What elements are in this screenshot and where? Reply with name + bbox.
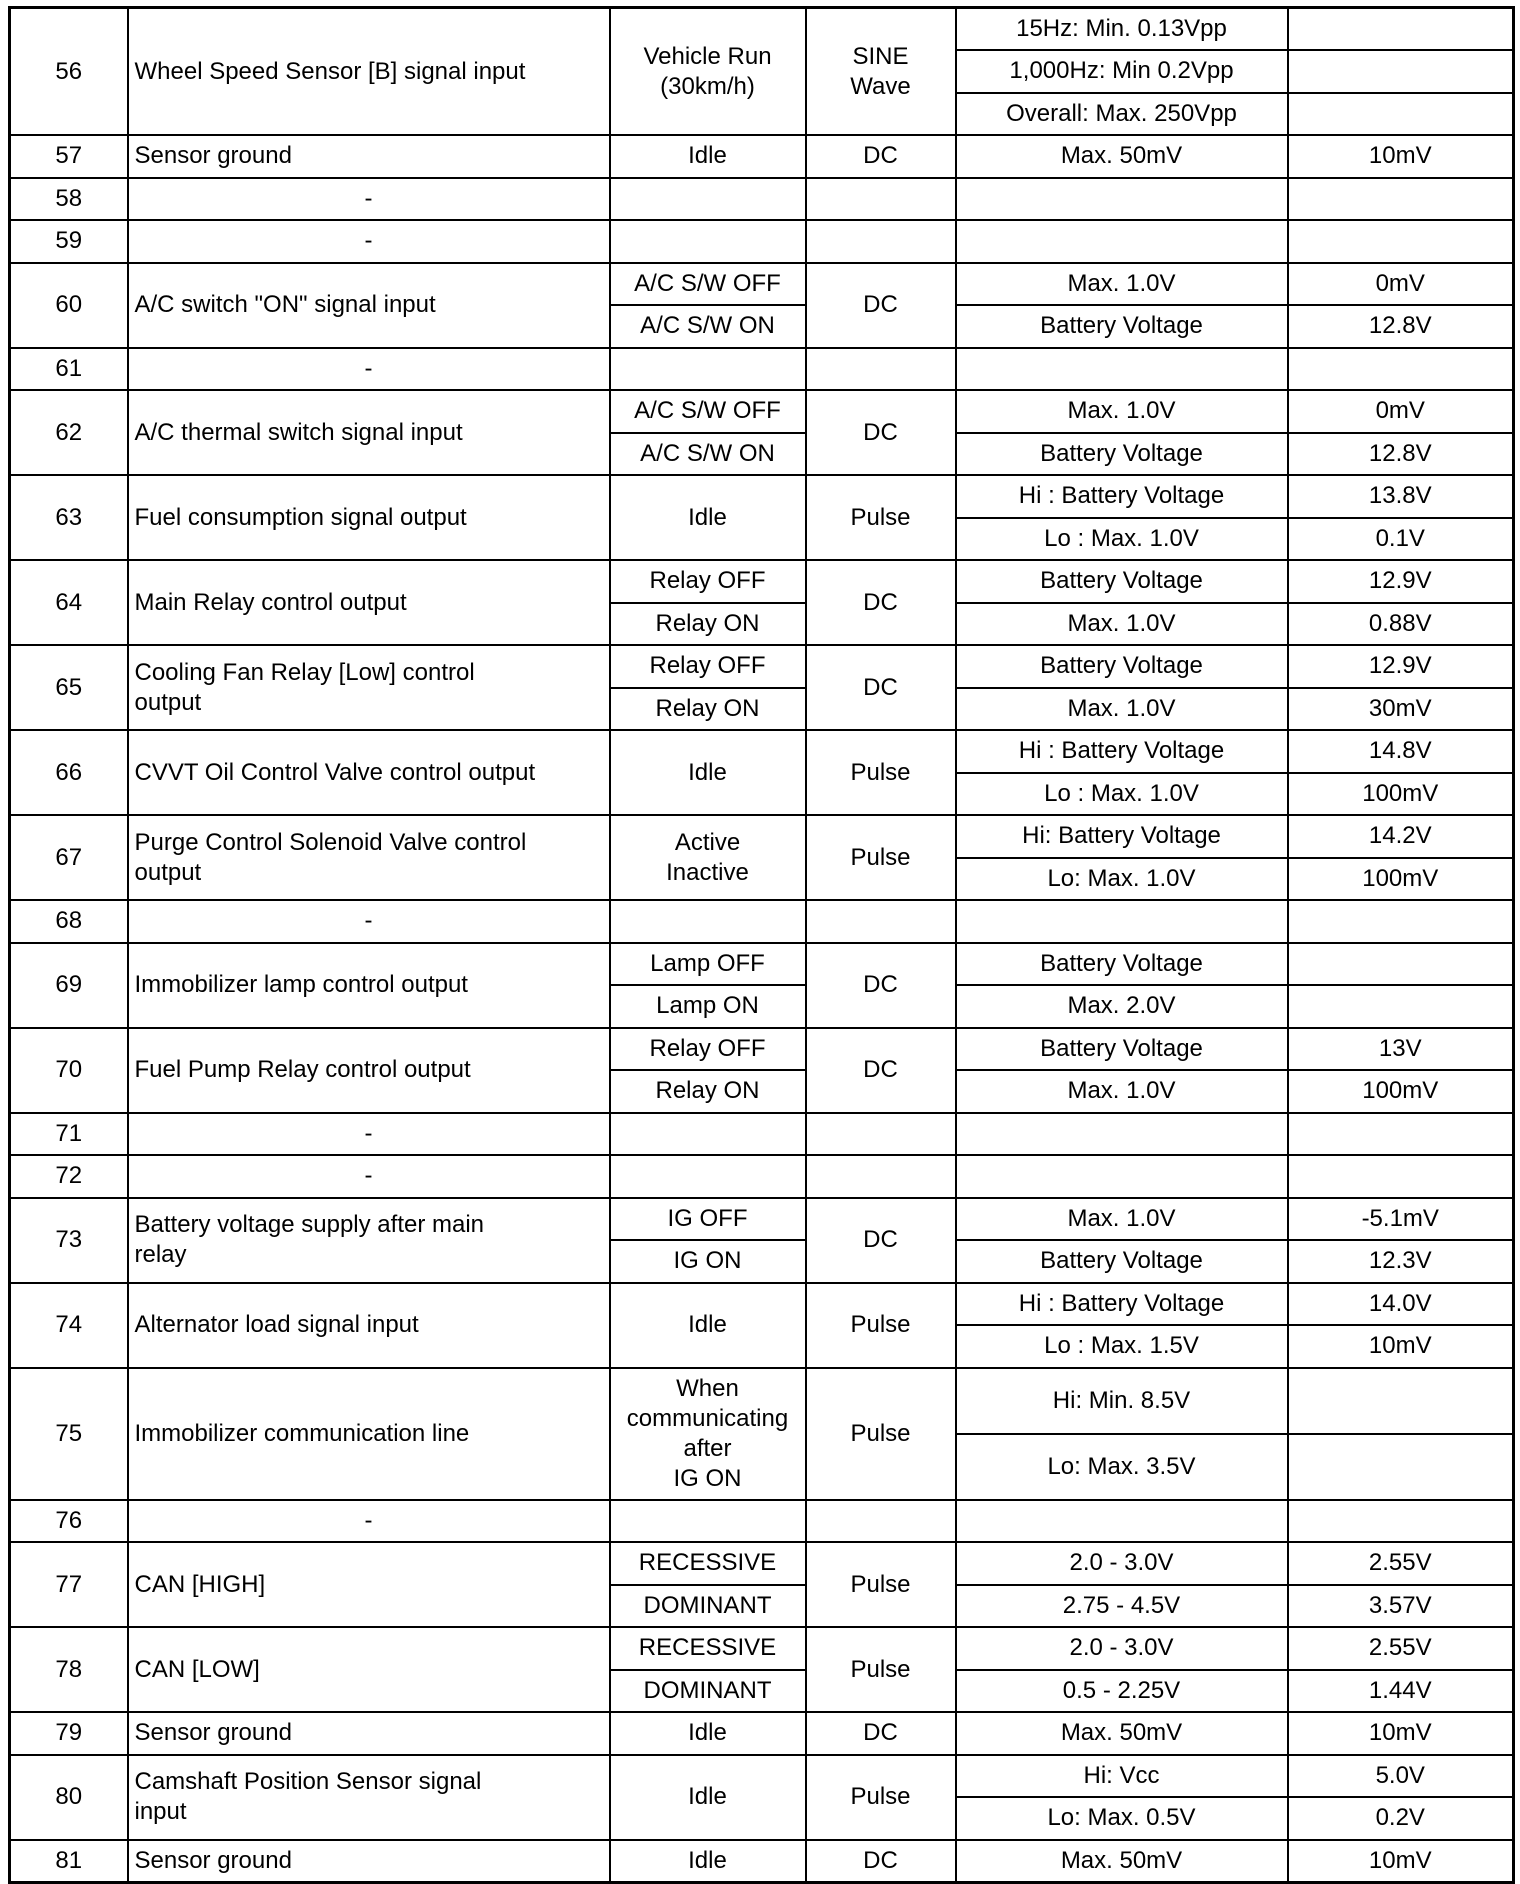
test-result: 14.8V bbox=[1288, 730, 1514, 773]
spec-level: 2.0 - 3.0V bbox=[956, 1542, 1288, 1585]
spec-level: Max. 1.0V bbox=[956, 1070, 1288, 1113]
signal-type: Pulse bbox=[806, 1368, 956, 1500]
signal-type: DC bbox=[806, 560, 956, 645]
test-result: 100mV bbox=[1288, 858, 1514, 901]
spec-level: Lo: Max. 0.5V bbox=[956, 1797, 1288, 1840]
test-result bbox=[1288, 50, 1514, 93]
test-result bbox=[1288, 943, 1514, 986]
spec-level bbox=[956, 900, 1288, 943]
pin-number: 64 bbox=[10, 560, 128, 645]
spec-level: 15Hz: Min. 0.13Vpp bbox=[956, 8, 1288, 51]
signal-type: Pulse bbox=[806, 815, 956, 900]
signal-type bbox=[806, 178, 956, 221]
table-row bbox=[10, 560, 1514, 603]
pin-description: Sensor ground bbox=[128, 1840, 610, 1883]
signal-type: Pulse bbox=[806, 1755, 956, 1840]
test-condition: DOMINANT bbox=[610, 1670, 806, 1713]
test-result bbox=[1288, 348, 1514, 391]
pin-description: Purge Control Solenoid Valve control output bbox=[128, 815, 610, 900]
test-result: 30mV bbox=[1288, 688, 1514, 731]
test-condition bbox=[610, 178, 806, 221]
test-condition: Relay ON bbox=[610, 1070, 806, 1113]
test-result bbox=[1288, 1500, 1514, 1543]
pin-number: 66 bbox=[10, 730, 128, 815]
test-condition bbox=[610, 348, 806, 391]
pin-number: 80 bbox=[10, 1755, 128, 1840]
spec-level: Max. 50mV bbox=[956, 1840, 1288, 1883]
table-row bbox=[10, 730, 1514, 773]
signal-type: DC bbox=[806, 1840, 956, 1883]
pin-description: Alternator load signal input bbox=[128, 1283, 610, 1368]
test-condition: Lamp ON bbox=[610, 985, 806, 1028]
spec-level bbox=[956, 220, 1288, 263]
test-result: 13V bbox=[1288, 1028, 1514, 1071]
spec-level: Max. 1.0V bbox=[956, 1198, 1288, 1241]
spec-level: 1,000Hz: Min 0.2Vpp bbox=[956, 50, 1288, 93]
test-result: 1.44V bbox=[1288, 1670, 1514, 1713]
pin-description: A/C switch "ON" signal input bbox=[128, 263, 610, 348]
test-condition: Idle bbox=[610, 1283, 806, 1368]
spec-level bbox=[956, 348, 1288, 391]
signal-type bbox=[806, 348, 956, 391]
spec-level: Max. 50mV bbox=[956, 1712, 1288, 1755]
signal-type bbox=[806, 1500, 956, 1543]
test-condition: When communicating after IG ON bbox=[610, 1368, 806, 1500]
test-result: 0.2V bbox=[1288, 1797, 1514, 1840]
spec-level: Hi : Battery Voltage bbox=[956, 730, 1288, 773]
signal-type: Pulse bbox=[806, 1627, 956, 1712]
table-row bbox=[10, 178, 1514, 221]
spec-level: Hi : Battery Voltage bbox=[956, 475, 1288, 518]
spec-level: Max. 1.0V bbox=[956, 390, 1288, 433]
spec-level: 0.5 - 2.25V bbox=[956, 1670, 1288, 1713]
test-condition: Idle bbox=[610, 730, 806, 815]
test-result bbox=[1288, 900, 1514, 943]
pin-description: - bbox=[128, 348, 610, 391]
test-condition: A/C S/W OFF bbox=[610, 390, 806, 433]
test-result bbox=[1288, 1434, 1514, 1500]
table-row bbox=[10, 1840, 1514, 1883]
table-row bbox=[10, 943, 1514, 986]
signal-type: Pulse bbox=[806, 730, 956, 815]
test-result: 100mV bbox=[1288, 1070, 1514, 1113]
pin-description: Fuel consumption signal output bbox=[128, 475, 610, 560]
table-row bbox=[10, 8, 1514, 51]
test-result: 0mV bbox=[1288, 263, 1514, 306]
pin-spec-table bbox=[8, 6, 1515, 1884]
signal-type bbox=[806, 1113, 956, 1156]
pin-description: Immobilizer lamp control output bbox=[128, 943, 610, 1028]
test-result bbox=[1288, 1368, 1514, 1434]
pin-number: 79 bbox=[10, 1712, 128, 1755]
test-result bbox=[1288, 220, 1514, 263]
test-result bbox=[1288, 1155, 1514, 1198]
pin-number: 68 bbox=[10, 900, 128, 943]
test-result: 3.57V bbox=[1288, 1585, 1514, 1628]
table-row bbox=[10, 645, 1514, 688]
spec-level: Battery Voltage bbox=[956, 1240, 1288, 1283]
spec-level: 2.0 - 3.0V bbox=[956, 1627, 1288, 1670]
spec-level: Max. 50mV bbox=[956, 135, 1288, 178]
table-row bbox=[10, 1500, 1514, 1543]
test-condition bbox=[610, 220, 806, 263]
pin-number: 60 bbox=[10, 263, 128, 348]
pin-description: Sensor ground bbox=[128, 1712, 610, 1755]
pin-description: CAN [LOW] bbox=[128, 1627, 610, 1712]
signal-type: DC bbox=[806, 1198, 956, 1283]
signal-type: DC bbox=[806, 135, 956, 178]
pin-description: Battery voltage supply after main relay bbox=[128, 1198, 610, 1283]
test-condition: IG ON bbox=[610, 1240, 806, 1283]
test-condition: Lamp OFF bbox=[610, 943, 806, 986]
pin-number: 73 bbox=[10, 1198, 128, 1283]
pin-description: - bbox=[128, 1113, 610, 1156]
pin-number: 59 bbox=[10, 220, 128, 263]
pin-description: Sensor ground bbox=[128, 135, 610, 178]
pin-number: 58 bbox=[10, 178, 128, 221]
pin-number: 69 bbox=[10, 943, 128, 1028]
table-row bbox=[10, 815, 1514, 858]
pin-description: Immobilizer communication line bbox=[128, 1368, 610, 1500]
test-result: 5.0V bbox=[1288, 1755, 1514, 1798]
test-condition: RECESSIVE bbox=[610, 1542, 806, 1585]
signal-type bbox=[806, 220, 956, 263]
pin-number: 61 bbox=[10, 348, 128, 391]
test-result: 14.2V bbox=[1288, 815, 1514, 858]
spec-level: Max. 1.0V bbox=[956, 263, 1288, 306]
table-row bbox=[10, 135, 1514, 178]
test-result: 0mV bbox=[1288, 390, 1514, 433]
pin-number: 56 bbox=[10, 8, 128, 136]
signal-type: Pulse bbox=[806, 1283, 956, 1368]
pin-number: 76 bbox=[10, 1500, 128, 1543]
spec-level: Hi: Vcc bbox=[956, 1755, 1288, 1798]
pin-description: A/C thermal switch signal input bbox=[128, 390, 610, 475]
test-result bbox=[1288, 985, 1514, 1028]
signal-type: Pulse bbox=[806, 1542, 956, 1627]
pin-description: - bbox=[128, 220, 610, 263]
pin-number: 78 bbox=[10, 1627, 128, 1712]
table-row bbox=[10, 348, 1514, 391]
test-condition: Relay OFF bbox=[610, 560, 806, 603]
pin-description: CAN [HIGH] bbox=[128, 1542, 610, 1627]
test-result: 10mV bbox=[1288, 135, 1514, 178]
spec-level: Battery Voltage bbox=[956, 560, 1288, 603]
spec-level: Hi : Battery Voltage bbox=[956, 1283, 1288, 1326]
pin-description: Cooling Fan Relay [Low] control output bbox=[128, 645, 610, 730]
pin-description: - bbox=[128, 1500, 610, 1543]
test-condition: Relay ON bbox=[610, 603, 806, 646]
signal-type bbox=[806, 900, 956, 943]
pin-number: 65 bbox=[10, 645, 128, 730]
signal-type: DC bbox=[806, 390, 956, 475]
pin-description: - bbox=[128, 178, 610, 221]
test-result: 10mV bbox=[1288, 1712, 1514, 1755]
spec-level: Max. 1.0V bbox=[956, 603, 1288, 646]
spec-level bbox=[956, 1155, 1288, 1198]
pin-number: 81 bbox=[10, 1840, 128, 1883]
test-condition: DOMINANT bbox=[610, 1585, 806, 1628]
table-row bbox=[10, 1712, 1514, 1755]
test-condition: A/C S/W OFF bbox=[610, 263, 806, 306]
spec-level: Battery Voltage bbox=[956, 943, 1288, 986]
spec-level: Battery Voltage bbox=[956, 1028, 1288, 1071]
spec-level: Battery Voltage bbox=[956, 433, 1288, 476]
test-result bbox=[1288, 93, 1514, 136]
test-result: 14.0V bbox=[1288, 1283, 1514, 1326]
pin-number: 71 bbox=[10, 1113, 128, 1156]
table-row bbox=[10, 900, 1514, 943]
table-row bbox=[10, 390, 1514, 433]
spec-level: Hi: Min. 8.5V bbox=[956, 1368, 1288, 1434]
signal-type: DC bbox=[806, 263, 956, 348]
table-row bbox=[10, 1368, 1514, 1434]
spec-level bbox=[956, 1113, 1288, 1156]
test-condition: Active Inactive bbox=[610, 815, 806, 900]
test-result bbox=[1288, 1113, 1514, 1156]
spec-level: Lo: Max. 3.5V bbox=[956, 1434, 1288, 1500]
test-result: -5.1mV bbox=[1288, 1198, 1514, 1241]
spec-level: Max. 2.0V bbox=[956, 985, 1288, 1028]
test-result: 2.55V bbox=[1288, 1627, 1514, 1670]
pin-number: 77 bbox=[10, 1542, 128, 1627]
pin-number: 75 bbox=[10, 1368, 128, 1500]
test-result: 10mV bbox=[1288, 1325, 1514, 1368]
pin-description: - bbox=[128, 1155, 610, 1198]
spec-level bbox=[956, 1500, 1288, 1543]
pin-spec-body bbox=[10, 8, 1514, 1883]
signal-type bbox=[806, 1155, 956, 1198]
test-result: 12.8V bbox=[1288, 305, 1514, 348]
spec-level: Hi: Battery Voltage bbox=[956, 815, 1288, 858]
pin-description: Main Relay control output bbox=[128, 560, 610, 645]
test-condition: IG OFF bbox=[610, 1198, 806, 1241]
spec-level: Lo : Max. 1.0V bbox=[956, 773, 1288, 816]
pin-description: CVVT Oil Control Valve control output bbox=[128, 730, 610, 815]
pin-number: 74 bbox=[10, 1283, 128, 1368]
pin-number: 62 bbox=[10, 390, 128, 475]
table-row bbox=[10, 475, 1514, 518]
test-condition: Idle bbox=[610, 1840, 806, 1883]
test-result: 13.8V bbox=[1288, 475, 1514, 518]
test-result: 2.55V bbox=[1288, 1542, 1514, 1585]
test-result bbox=[1288, 178, 1514, 221]
test-result: 0.1V bbox=[1288, 518, 1514, 561]
signal-type: Pulse bbox=[806, 475, 956, 560]
test-condition bbox=[610, 1113, 806, 1156]
test-result: 10mV bbox=[1288, 1840, 1514, 1883]
signal-type: DC bbox=[806, 1028, 956, 1113]
table-row bbox=[10, 1113, 1514, 1156]
test-condition: Idle bbox=[610, 1712, 806, 1755]
pin-number: 63 bbox=[10, 475, 128, 560]
table-row bbox=[10, 1627, 1514, 1670]
spec-level: Battery Voltage bbox=[956, 645, 1288, 688]
spec-level: Overall: Max. 250Vpp bbox=[956, 93, 1288, 136]
spec-level: Lo : Max. 1.5V bbox=[956, 1325, 1288, 1368]
test-condition: Relay OFF bbox=[610, 645, 806, 688]
pin-number: 70 bbox=[10, 1028, 128, 1113]
pin-number: 57 bbox=[10, 135, 128, 178]
spec-level: Battery Voltage bbox=[956, 305, 1288, 348]
table-row bbox=[10, 1198, 1514, 1241]
pin-description: Camshaft Position Sensor signal input bbox=[128, 1755, 610, 1840]
test-condition bbox=[610, 900, 806, 943]
signal-type: SINE Wave bbox=[806, 8, 956, 136]
table-row bbox=[10, 1755, 1514, 1798]
signal-type: DC bbox=[806, 645, 956, 730]
table-row bbox=[10, 263, 1514, 306]
spec-level bbox=[956, 178, 1288, 221]
test-condition: Relay ON bbox=[610, 688, 806, 731]
test-condition: Relay OFF bbox=[610, 1028, 806, 1071]
table-row bbox=[10, 1542, 1514, 1585]
test-result: 12.9V bbox=[1288, 560, 1514, 603]
test-result: 12.3V bbox=[1288, 1240, 1514, 1283]
test-condition: Idle bbox=[610, 1755, 806, 1840]
spec-level: Lo : Max. 1.0V bbox=[956, 518, 1288, 561]
test-result: 0.88V bbox=[1288, 603, 1514, 646]
pin-description: Wheel Speed Sensor [B] signal input bbox=[128, 8, 610, 136]
spec-level: 2.75 - 4.5V bbox=[956, 1585, 1288, 1628]
test-condition: A/C S/W ON bbox=[610, 433, 806, 476]
table-row bbox=[10, 1283, 1514, 1326]
pin-description: Fuel Pump Relay control output bbox=[128, 1028, 610, 1113]
table-row bbox=[10, 1028, 1514, 1071]
table-row bbox=[10, 220, 1514, 263]
test-condition bbox=[610, 1155, 806, 1198]
test-result: 12.8V bbox=[1288, 433, 1514, 476]
test-condition bbox=[610, 1500, 806, 1543]
test-condition: RECESSIVE bbox=[610, 1627, 806, 1670]
test-condition: A/C S/W ON bbox=[610, 305, 806, 348]
test-result: 12.9V bbox=[1288, 645, 1514, 688]
table-row bbox=[10, 1155, 1514, 1198]
test-condition: Vehicle Run (30km/h) bbox=[610, 8, 806, 136]
spec-level: Max. 1.0V bbox=[956, 688, 1288, 731]
signal-type: DC bbox=[806, 1712, 956, 1755]
test-result: 100mV bbox=[1288, 773, 1514, 816]
test-condition: Idle bbox=[610, 135, 806, 178]
spec-level: Lo: Max. 1.0V bbox=[956, 858, 1288, 901]
test-result bbox=[1288, 8, 1514, 51]
pin-number: 67 bbox=[10, 815, 128, 900]
signal-type: DC bbox=[806, 943, 956, 1028]
pin-number: 72 bbox=[10, 1155, 128, 1198]
pin-description: - bbox=[128, 900, 610, 943]
test-condition: Idle bbox=[610, 475, 806, 560]
